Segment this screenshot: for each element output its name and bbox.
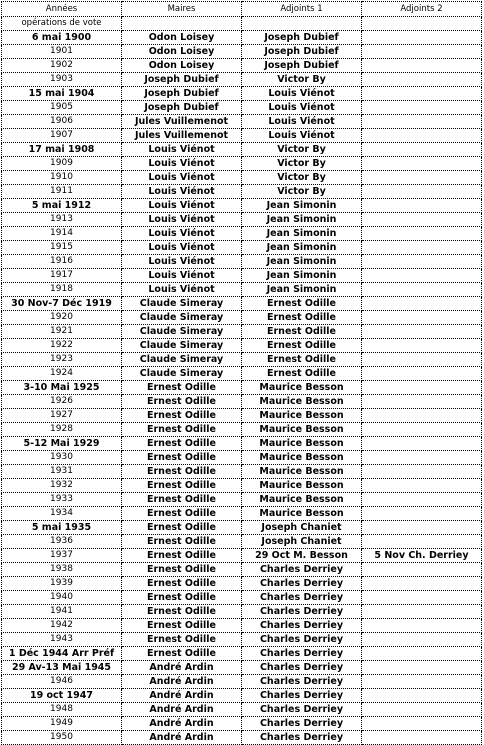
cell-maire[interactable]: Ernest Odille bbox=[122, 563, 242, 577]
cell-adjoint-1[interactable]: Maurice Besson bbox=[242, 437, 362, 451]
cell-annee[interactable]: 1921 bbox=[2, 325, 122, 339]
table-row bbox=[2, 619, 482, 633]
table-row bbox=[2, 647, 482, 661]
cell-maire[interactable]: Ernest Odille bbox=[122, 451, 242, 465]
cell-adjoint-1[interactable]: Maurice Besson bbox=[242, 465, 362, 479]
cell-maire[interactable]: Louis Viénot bbox=[122, 283, 242, 297]
table-row bbox=[2, 689, 482, 703]
cell-annee[interactable]: 1909 bbox=[2, 157, 122, 171]
cell-adjoint-1[interactable]: Charles Derriey bbox=[242, 633, 362, 647]
cell-adjoint-1[interactable]: Ernest Odille bbox=[242, 311, 362, 325]
header-maires[interactable]: Maires bbox=[122, 2, 242, 17]
cell-annee[interactable]: 29 Av-13 Mai 1945 bbox=[2, 661, 122, 675]
cell-adjoint-1[interactable]: Charles Derriey bbox=[242, 577, 362, 591]
table-row bbox=[2, 171, 482, 185]
cell-adjoint-1[interactable]: Charles Derriey bbox=[242, 647, 362, 661]
cell-maire[interactable]: Odon Loisey bbox=[122, 59, 242, 73]
cell-adjoint-2[interactable] bbox=[362, 423, 482, 437]
cell-adjoint-1[interactable]: Victor By bbox=[242, 157, 362, 171]
cell-adjoint-2[interactable]: 5 Nov Ch. Derriey bbox=[362, 549, 482, 563]
cell-annee[interactable]: 1901 bbox=[2, 45, 122, 59]
cell-annee[interactable]: 1942 bbox=[2, 619, 122, 633]
cell-adjoint-2[interactable] bbox=[362, 535, 482, 549]
cell-maire[interactable]: Louis Viénot bbox=[122, 185, 242, 199]
cell-adjoint-2[interactable] bbox=[362, 73, 482, 87]
cell-maire[interactable]: André Ardin bbox=[122, 717, 242, 731]
cell-adjoint-1[interactable]: Jean Simonin bbox=[242, 269, 362, 283]
cell-maire[interactable]: Joseph Dubief bbox=[122, 87, 242, 101]
cell-maire[interactable]: Louis Viénot bbox=[122, 213, 242, 227]
cell-maire[interactable]: Claude Simeray bbox=[122, 339, 242, 353]
cell-maire[interactable]: Ernest Odille bbox=[122, 507, 242, 521]
cell-maire[interactable]: Ernest Odille bbox=[122, 535, 242, 549]
cell-annee[interactable]: 1948 bbox=[2, 703, 122, 717]
cell-adjoint-1[interactable]: Ernest Odille bbox=[242, 353, 362, 367]
cell-annee[interactable]: 1916 bbox=[2, 255, 122, 269]
cell-adjoint-2[interactable] bbox=[362, 227, 482, 241]
cell-adjoint-1[interactable]: Charles Derriey bbox=[242, 591, 362, 605]
cell-adjoint-2[interactable] bbox=[362, 143, 482, 157]
cell-adjoint-2[interactable] bbox=[362, 339, 482, 353]
cell-annee[interactable]: 1930 bbox=[2, 451, 122, 465]
cell-adjoint-1[interactable]: Joseph Dubief bbox=[242, 59, 362, 73]
cell-adjoint-2[interactable] bbox=[362, 213, 482, 227]
cell-annee[interactable]: 3-10 Mai 1925 bbox=[2, 381, 122, 395]
cell-annee[interactable]: 1950 bbox=[2, 731, 122, 745]
cell-adjoint-2[interactable] bbox=[362, 493, 482, 507]
cell-maire[interactable]: Ernest Odille bbox=[122, 437, 242, 451]
cell-adjoint-2[interactable] bbox=[362, 577, 482, 591]
cell-adjoint-2[interactable] bbox=[362, 731, 482, 745]
cell-maire[interactable]: Louis Viénot bbox=[122, 241, 242, 255]
cell-maire[interactable]: Ernest Odille bbox=[122, 409, 242, 423]
cell-adjoint-1[interactable]: Jean Simonin bbox=[242, 227, 362, 241]
cell-adjoint-1[interactable]: Victor By bbox=[242, 73, 362, 87]
header-row bbox=[2, 2, 482, 17]
cell-maire[interactable]: Ernest Odille bbox=[122, 423, 242, 437]
table-row bbox=[2, 661, 482, 675]
cell-adjoint-1[interactable]: Joseph Chaniet bbox=[242, 521, 362, 535]
table-row bbox=[2, 717, 482, 731]
cell-maire[interactable]: Ernest Odille bbox=[122, 465, 242, 479]
cell-adjoint-1[interactable]: Maurice Besson bbox=[242, 507, 362, 521]
cell-maire[interactable]: Ernest Odille bbox=[122, 619, 242, 633]
cell-annee[interactable]: 1943 bbox=[2, 633, 122, 647]
cell-annee[interactable]: 1928 bbox=[2, 423, 122, 437]
cell-adjoint-1[interactable]: Victor By bbox=[242, 185, 362, 199]
table-row bbox=[2, 199, 482, 213]
cell-maire[interactable]: Claude Simeray bbox=[122, 311, 242, 325]
cell-adjoint-2[interactable] bbox=[362, 563, 482, 577]
cell-adjoint-1[interactable]: Joseph Dubief bbox=[242, 45, 362, 59]
cell-adjoint-2[interactable] bbox=[362, 157, 482, 171]
cell-adjoint-1[interactable]: Jean Simonin bbox=[242, 213, 362, 227]
cell-maire[interactable]: Louis Viénot bbox=[122, 157, 242, 171]
cell-adjoint-1[interactable]: Louis Viénot bbox=[242, 115, 362, 129]
table-row bbox=[2, 143, 482, 157]
cell-maire[interactable]: Joseph Dubief bbox=[122, 101, 242, 115]
cell-maire[interactable]: André Ardin bbox=[122, 661, 242, 675]
cell-annee[interactable]: 1937 bbox=[2, 549, 122, 563]
cell-adjoint-1[interactable]: Jean Simonin bbox=[242, 283, 362, 297]
cell-adjoint-1[interactable]: Joseph Chaniet bbox=[242, 535, 362, 549]
table-row bbox=[2, 605, 482, 619]
cell-adjoint-2[interactable] bbox=[362, 703, 482, 717]
cell-adjoint-1[interactable]: Maurice Besson bbox=[242, 479, 362, 493]
table-row bbox=[2, 381, 482, 395]
cell-maire[interactable]: André Ardin bbox=[122, 689, 242, 703]
cell-maire[interactable]: Ernest Odille bbox=[122, 493, 242, 507]
cell-maire[interactable]: Ernest Odille bbox=[122, 381, 242, 395]
table-row bbox=[2, 241, 482, 255]
cell-annee[interactable]: 30 Nov-7 Déc 1919 bbox=[2, 297, 122, 311]
cell-adjoint-2[interactable] bbox=[362, 507, 482, 521]
cell-maire[interactable]: Odon Loisey bbox=[122, 31, 242, 45]
table-row bbox=[2, 311, 482, 325]
table-row bbox=[2, 367, 482, 381]
cell-adjoint-2[interactable] bbox=[362, 87, 482, 101]
cell-annee[interactable]: 1927 bbox=[2, 409, 122, 423]
table-row bbox=[2, 325, 482, 339]
table-row bbox=[2, 227, 482, 241]
cell-annee[interactable]: 19 oct 1947 bbox=[2, 689, 122, 703]
cell-maire[interactable]: Ernest Odille bbox=[122, 549, 242, 563]
cell-annee[interactable]: 1934 bbox=[2, 507, 122, 521]
cell-adjoint-2[interactable] bbox=[362, 479, 482, 493]
cell-annee[interactable]: 1936 bbox=[2, 535, 122, 549]
table-row bbox=[2, 87, 482, 101]
cell-adjoint-1[interactable]: Maurice Besson bbox=[242, 423, 362, 437]
cell-adjoint-2[interactable] bbox=[362, 367, 482, 381]
subheader-operations-de-vote[interactable]: opérations de vote bbox=[2, 17, 122, 31]
cell-adjoint-2[interactable] bbox=[362, 451, 482, 465]
table-row bbox=[2, 535, 482, 549]
table-row bbox=[2, 549, 482, 563]
cell-adjoint-2[interactable] bbox=[362, 325, 482, 339]
cell-adjoint-1[interactable]: Ernest Odille bbox=[242, 297, 362, 311]
cell-adjoint-2[interactable] bbox=[362, 619, 482, 633]
table-row bbox=[2, 255, 482, 269]
cell-annee[interactable]: 1918 bbox=[2, 283, 122, 297]
cell-adjoint-1[interactable]: Charles Derriey bbox=[242, 619, 362, 633]
cell-maire[interactable]: Ernest Odille bbox=[122, 633, 242, 647]
table-row bbox=[2, 101, 482, 115]
cell-maire[interactable]: Ernest Odille bbox=[122, 479, 242, 493]
cell-annee[interactable]: 5-12 Mai 1929 bbox=[2, 437, 122, 451]
cell-adjoint-1[interactable]: Charles Derriey bbox=[242, 661, 362, 675]
empty-cell[interactable] bbox=[242, 17, 362, 31]
cell-adjoint-2[interactable] bbox=[362, 647, 482, 661]
cell-adjoint-2[interactable] bbox=[362, 381, 482, 395]
table-row bbox=[2, 521, 482, 535]
cell-annee[interactable]: 5 mai 1912 bbox=[2, 199, 122, 213]
cell-annee[interactable]: 1941 bbox=[2, 605, 122, 619]
cell-annee[interactable]: 1903 bbox=[2, 73, 122, 87]
cell-adjoint-1[interactable]: Victor By bbox=[242, 143, 362, 157]
header-adjoints-1[interactable]: Adjoints 1 bbox=[242, 2, 362, 17]
cell-adjoint-1[interactable]: Maurice Besson bbox=[242, 451, 362, 465]
table-row bbox=[2, 283, 482, 297]
cell-adjoint-2[interactable] bbox=[362, 45, 482, 59]
cell-adjoint-2[interactable] bbox=[362, 115, 482, 129]
cell-adjoint-1[interactable]: Ernest Odille bbox=[242, 325, 362, 339]
cell-adjoint-2[interactable] bbox=[362, 591, 482, 605]
cell-adjoint-2[interactable] bbox=[362, 185, 482, 199]
cell-adjoint-2[interactable] bbox=[362, 465, 482, 479]
cell-annee[interactable]: 1907 bbox=[2, 129, 122, 143]
subheader-row bbox=[2, 17, 482, 31]
cell-adjoint-2[interactable] bbox=[362, 101, 482, 115]
cell-annee[interactable]: 5 mai 1935 bbox=[2, 521, 122, 535]
cell-annee[interactable]: 1933 bbox=[2, 493, 122, 507]
cell-annee[interactable]: 1905 bbox=[2, 101, 122, 115]
cell-annee[interactable]: 1940 bbox=[2, 591, 122, 605]
table-row bbox=[2, 269, 482, 283]
cell-adjoint-2[interactable] bbox=[362, 661, 482, 675]
table-row bbox=[2, 297, 482, 311]
cell-adjoint-2[interactable] bbox=[362, 129, 482, 143]
cell-annee[interactable]: 1906 bbox=[2, 115, 122, 129]
cell-annee[interactable]: 1926 bbox=[2, 395, 122, 409]
cell-adjoint-2[interactable] bbox=[362, 283, 482, 297]
cell-adjoint-2[interactable] bbox=[362, 675, 482, 689]
cell-maire[interactable]: Ernest Odille bbox=[122, 605, 242, 619]
cell-maire[interactable]: André Ardin bbox=[122, 703, 242, 717]
cell-adjoint-1[interactable]: Maurice Besson bbox=[242, 395, 362, 409]
header-adjoints-2[interactable]: Adjoints 2 bbox=[362, 2, 482, 17]
cell-adjoint-1[interactable]: Ernest Odille bbox=[242, 339, 362, 353]
cell-adjoint-1[interactable]: Charles Derriey bbox=[242, 731, 362, 745]
table-row bbox=[2, 731, 482, 745]
cell-adjoint-1[interactable]: Victor By bbox=[242, 171, 362, 185]
table-row bbox=[2, 115, 482, 129]
cell-adjoint-1[interactable]: Jean Simonin bbox=[242, 255, 362, 269]
table-row bbox=[2, 59, 482, 73]
table-row bbox=[2, 395, 482, 409]
cell-annee[interactable]: 15 mai 1904 bbox=[2, 87, 122, 101]
empty-cell[interactable] bbox=[362, 17, 482, 31]
table-row bbox=[2, 563, 482, 577]
cell-adjoint-1[interactable]: Joseph Dubief bbox=[242, 31, 362, 45]
cell-annee[interactable]: 1917 bbox=[2, 269, 122, 283]
cell-annee[interactable]: 1914 bbox=[2, 227, 122, 241]
cell-maire[interactable]: Claude Simeray bbox=[122, 367, 242, 381]
cell-adjoint-2[interactable] bbox=[362, 255, 482, 269]
cell-adjoint-2[interactable] bbox=[362, 31, 482, 45]
table-row bbox=[2, 451, 482, 465]
cell-adjoint-2[interactable] bbox=[362, 311, 482, 325]
mayors-table bbox=[1, 1, 482, 745]
table-row bbox=[2, 493, 482, 507]
table-row bbox=[2, 479, 482, 493]
cell-maire[interactable]: Louis Viénot bbox=[122, 227, 242, 241]
cell-maire[interactable]: Louis Viénot bbox=[122, 199, 242, 213]
cell-annee[interactable]: 1 Déc 1944 Arr Préf bbox=[2, 647, 122, 661]
table-row bbox=[2, 31, 482, 45]
cell-adjoint-1[interactable]: Charles Derriey bbox=[242, 563, 362, 577]
cell-annee[interactable]: 6 mai 1900 bbox=[2, 31, 122, 45]
cell-annee[interactable]: 1911 bbox=[2, 185, 122, 199]
cell-adjoint-1[interactable]: Louis Viénot bbox=[242, 87, 362, 101]
table-row bbox=[2, 129, 482, 143]
cell-maire[interactable]: Claude Simeray bbox=[122, 353, 242, 367]
cell-maire[interactable]: Claude Simeray bbox=[122, 297, 242, 311]
cell-adjoint-1[interactable]: Maurice Besson bbox=[242, 409, 362, 423]
cell-adjoint-2[interactable] bbox=[362, 605, 482, 619]
cell-adjoint-2[interactable] bbox=[362, 437, 482, 451]
table-row bbox=[2, 213, 482, 227]
cell-adjoint-1[interactable]: Louis Viénot bbox=[242, 129, 362, 143]
cell-adjoint-1[interactable]: Charles Derriey bbox=[242, 675, 362, 689]
cell-annee[interactable]: 1915 bbox=[2, 241, 122, 255]
table-body bbox=[2, 2, 482, 745]
cell-maire[interactable]: Louis Viénot bbox=[122, 269, 242, 283]
cell-maire[interactable]: Jules Vuillemenot bbox=[122, 115, 242, 129]
cell-adjoint-2[interactable] bbox=[362, 199, 482, 213]
cell-maire[interactable]: André Ardin bbox=[122, 675, 242, 689]
cell-annee[interactable]: 1920 bbox=[2, 311, 122, 325]
cell-annee[interactable]: 1923 bbox=[2, 353, 122, 367]
cell-adjoint-2[interactable] bbox=[362, 409, 482, 423]
table-row bbox=[2, 73, 482, 87]
cell-maire[interactable]: Odon Loisey bbox=[122, 45, 242, 59]
cell-adjoint-1[interactable]: Maurice Besson bbox=[242, 493, 362, 507]
cell-annee[interactable]: 1931 bbox=[2, 465, 122, 479]
cell-annee[interactable]: 1924 bbox=[2, 367, 122, 381]
cell-adjoint-1[interactable]: Charles Derriey bbox=[242, 605, 362, 619]
cell-adjoint-1[interactable]: Ernest Odille bbox=[242, 367, 362, 381]
table-row bbox=[2, 633, 482, 647]
cell-maire[interactable]: Jules Vuillemenot bbox=[122, 129, 242, 143]
cell-adjoint-2[interactable] bbox=[362, 297, 482, 311]
table-row bbox=[2, 507, 482, 521]
cell-annee[interactable]: 1932 bbox=[2, 479, 122, 493]
cell-annee[interactable]: 1902 bbox=[2, 59, 122, 73]
cell-annee[interactable]: 1913 bbox=[2, 213, 122, 227]
table-row bbox=[2, 185, 482, 199]
table-row bbox=[2, 675, 482, 689]
table-row bbox=[2, 339, 482, 353]
cell-maire[interactable]: Louis Viénot bbox=[122, 255, 242, 269]
cell-adjoint-2[interactable] bbox=[362, 689, 482, 703]
cell-adjoint-1[interactable]: Jean Simonin bbox=[242, 199, 362, 213]
header-annees[interactable]: Années bbox=[2, 2, 122, 17]
cell-maire[interactable]: Louis Viénot bbox=[122, 171, 242, 185]
cell-adjoint-2[interactable] bbox=[362, 269, 482, 283]
cell-adjoint-1[interactable]: Louis Viénot bbox=[242, 101, 362, 115]
cell-annee[interactable]: 17 mai 1908 bbox=[2, 143, 122, 157]
cell-maire[interactable]: Ernest Odille bbox=[122, 395, 242, 409]
cell-adjoint-2[interactable] bbox=[362, 717, 482, 731]
cell-adjoint-2[interactable] bbox=[362, 395, 482, 409]
cell-annee[interactable]: 1922 bbox=[2, 339, 122, 353]
table-row bbox=[2, 703, 482, 717]
cell-maire[interactable]: André Ardin bbox=[122, 731, 242, 745]
cell-annee[interactable]: 1949 bbox=[2, 717, 122, 731]
cell-maire[interactable]: Claude Simeray bbox=[122, 325, 242, 339]
table-row bbox=[2, 577, 482, 591]
cell-annee[interactable]: 1946 bbox=[2, 675, 122, 689]
cell-adjoint-1[interactable]: Charles Derriey bbox=[242, 717, 362, 731]
cell-annee[interactable]: 1938 bbox=[2, 563, 122, 577]
cell-adjoint-2[interactable] bbox=[362, 633, 482, 647]
cell-adjoint-1[interactable]: Charles Derriey bbox=[242, 703, 362, 717]
cell-annee[interactable]: 1939 bbox=[2, 577, 122, 591]
cell-maire[interactable]: Joseph Dubief bbox=[122, 73, 242, 87]
table-row bbox=[2, 45, 482, 59]
table-row bbox=[2, 591, 482, 605]
table-row bbox=[2, 353, 482, 367]
cell-adjoint-2[interactable] bbox=[362, 241, 482, 255]
cell-maire[interactable]: Ernest Odille bbox=[122, 521, 242, 535]
cell-adjoint-2[interactable] bbox=[362, 59, 482, 73]
table-row bbox=[2, 465, 482, 479]
cell-adjoint-2[interactable] bbox=[362, 521, 482, 535]
cell-maire[interactable]: Ernest Odille bbox=[122, 577, 242, 591]
cell-maire[interactable]: Ernest Odille bbox=[122, 647, 242, 661]
cell-annee[interactable]: 1910 bbox=[2, 171, 122, 185]
cell-adjoint-1[interactable]: Charles Derriey bbox=[242, 689, 362, 703]
cell-adjoint-2[interactable] bbox=[362, 353, 482, 367]
empty-cell[interactable] bbox=[122, 17, 242, 31]
table-row bbox=[2, 437, 482, 451]
cell-adjoint-1[interactable]: Jean Simonin bbox=[242, 241, 362, 255]
table-row bbox=[2, 157, 482, 171]
cell-adjoint-1[interactable]: 29 Oct M. Besson bbox=[242, 549, 362, 563]
table-row bbox=[2, 423, 482, 437]
cell-adjoint-1[interactable]: Maurice Besson bbox=[242, 381, 362, 395]
cell-maire[interactable]: Louis Viénot bbox=[122, 143, 242, 157]
cell-adjoint-2[interactable] bbox=[362, 171, 482, 185]
cell-maire[interactable]: Ernest Odille bbox=[122, 591, 242, 605]
table-row bbox=[2, 409, 482, 423]
